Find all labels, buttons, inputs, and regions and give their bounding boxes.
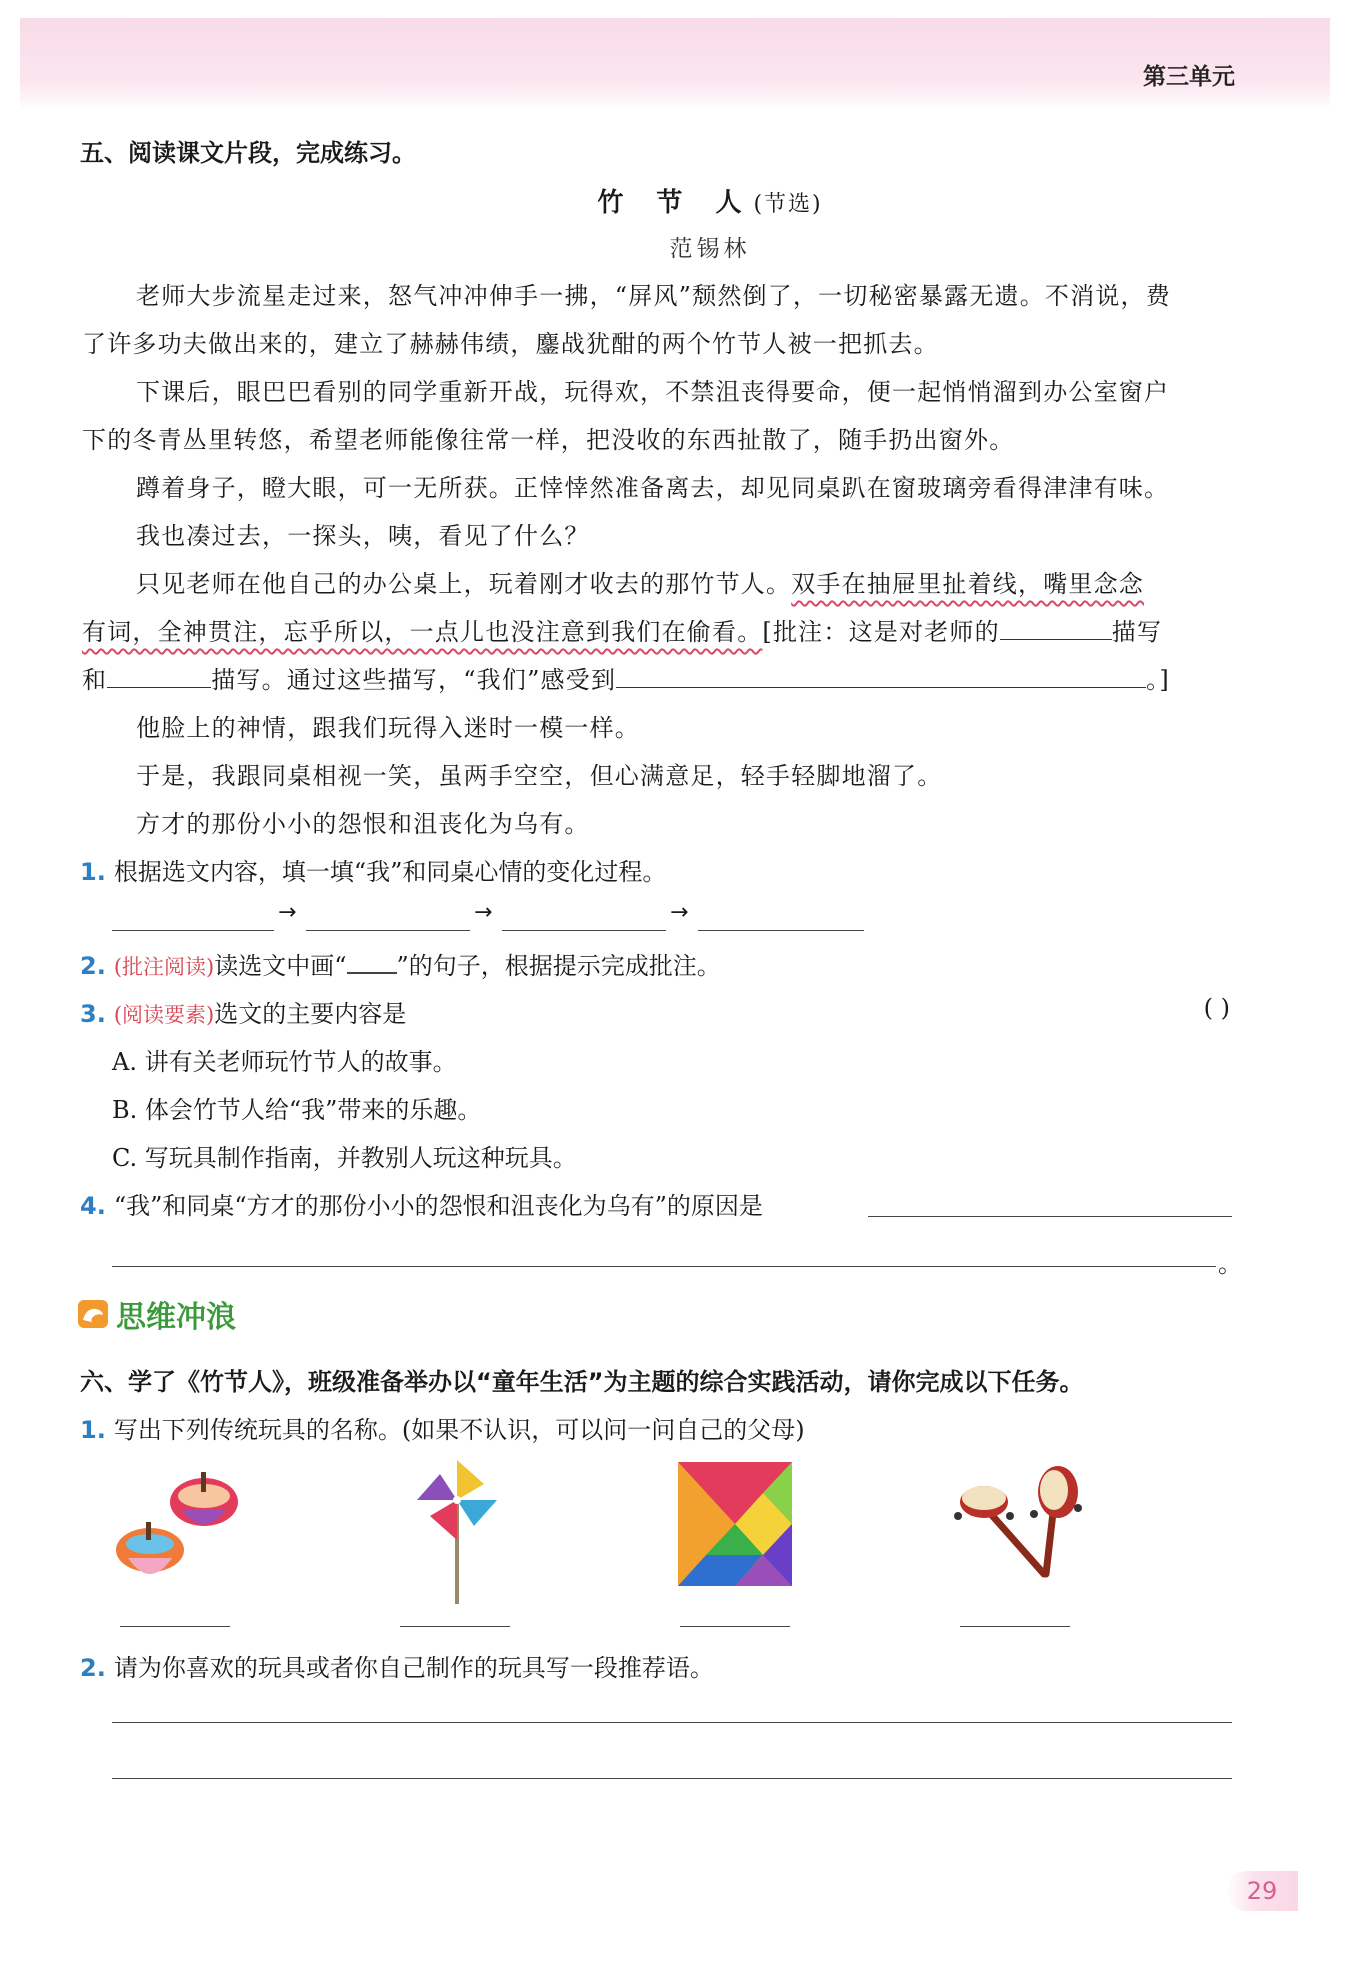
passage-line: 下课后，眼巴巴看别的同学重新开战，玩得欢，不禁沮丧得要命，便一起悄悄溜到办公室窗户 xyxy=(136,378,1170,406)
question-text: ”的句子，根据提示完成批注。 xyxy=(396,952,721,980)
toy-name-blank[interactable] xyxy=(960,1626,1070,1627)
passage-author: 范锡林 xyxy=(669,236,751,262)
toy-name-blank[interactable] xyxy=(680,1626,790,1627)
arrow-icon: → xyxy=(278,900,297,925)
question-number: 4. xyxy=(80,1192,106,1220)
pinwheel-image xyxy=(412,1456,502,1606)
thinking-title-text: 思维冲浪 xyxy=(116,1300,236,1335)
passage-title-text: 竹 节 人 xyxy=(597,188,754,218)
section6-question-2 xyxy=(80,1648,714,1683)
question-number: 2. xyxy=(80,1654,106,1682)
passage-line xyxy=(82,612,1162,647)
wavy-underlined-sentence: 双手在抽屉里扯着线，嘴里念念 xyxy=(791,570,1145,598)
question-text: “我”和同桌“方才的那份小小的怨恨和沮丧化为乌有”的原因是 xyxy=(113,1192,763,1220)
passage-title-note: (节选) xyxy=(753,192,823,217)
annotation-prompt: 。] xyxy=(1146,666,1170,694)
annotation-blank[interactable] xyxy=(1000,619,1112,640)
passage-title xyxy=(0,182,1350,219)
thinking-section-title xyxy=(78,1292,236,1336)
question-3 xyxy=(80,994,406,1029)
question-tag: (批注阅读) xyxy=(113,955,215,979)
passage-line: 他脸上的神情，跟我们玩得入迷时一模一样。 xyxy=(136,714,640,742)
annotation-blank[interactable] xyxy=(616,667,1146,688)
period-mark: 。 xyxy=(1218,1250,1242,1278)
unit-label: 第三单元 xyxy=(1143,64,1235,90)
answer-blank[interactable] xyxy=(698,930,864,931)
option-a[interactable]: A. 讲有关老师玩竹节人的故事。 xyxy=(112,1048,457,1076)
tangram-image xyxy=(678,1462,792,1586)
option-b[interactable]: B. 体会竹节人给“我”带来的乐趣。 xyxy=(112,1096,482,1124)
answer-blank[interactable] xyxy=(306,930,470,931)
passage-line: 蹲着身子，瞪大眼，可一无所获。正悻悻然准备离去，却见同桌趴在窗玻璃旁看得津津有味。 xyxy=(136,474,1170,502)
question-number: 1. xyxy=(80,858,106,886)
wave-icon xyxy=(78,1300,108,1328)
answer-parentheses[interactable]: ( ) xyxy=(1203,994,1230,1022)
underline-mark xyxy=(347,952,397,974)
wavy-underlined-sentence: 有词，全神贯注，忘乎所以，一点儿也没注意到我们在偷看。 xyxy=(82,618,763,646)
rattle-drum-image xyxy=(954,1464,1084,1584)
writing-line[interactable] xyxy=(112,1778,1232,1779)
annotation-blank[interactable] xyxy=(107,667,211,688)
writing-line[interactable] xyxy=(112,1722,1232,1723)
annotation-prompt: 描写。通过这些描写，“我们”感受到 xyxy=(211,666,617,694)
section5-heading: 五、阅读课文片段，完成练习。 xyxy=(80,139,416,167)
section6-heading: 六、学了《竹节人》，班级准备举办以“童年生活”为主题的综合实践活动，请你完成以下任务。 xyxy=(80,1368,1084,1396)
annotation-prompt: 和 xyxy=(82,666,108,694)
arrow-icon: → xyxy=(474,900,493,925)
question-number: 3. xyxy=(80,1000,106,1028)
passage-line xyxy=(136,564,1144,599)
question-1 xyxy=(80,852,666,887)
question-text: 写出下列传统玩具的名称。(如果不认识，可以问一问自己的父母) xyxy=(113,1416,805,1444)
option-c[interactable]: C. 写玩具制作指南，并教别人玩这种玩具。 xyxy=(112,1144,577,1172)
section6-question-1 xyxy=(80,1410,805,1445)
annotation-prompt: 描写 xyxy=(1111,618,1163,646)
annotation-prompt: [批注：这是对老师的 xyxy=(762,618,1000,646)
question-number: 1. xyxy=(80,1416,106,1444)
question-text: 请为你喜欢的玩具或者你自己制作的玩具写一段推荐语。 xyxy=(113,1654,714,1682)
passage-text: 只见老师在他自己的办公桌上，玩着刚才收去的那竹节人。 xyxy=(136,570,792,598)
answer-blank[interactable] xyxy=(112,930,274,931)
question-2 xyxy=(80,946,721,981)
passage-line: 老师大步流星走过来，怒气冲冲伸手一拂，“屏风”颓然倒了，一切秘密暴露无遗。不消说，费 xyxy=(136,282,1171,310)
passage-line: 我也凑过去，一探头，咦，看见了什么？ xyxy=(136,522,590,550)
answer-blank[interactable] xyxy=(502,930,666,931)
answer-blank[interactable] xyxy=(112,1266,1216,1267)
answer-blank[interactable] xyxy=(868,1216,1232,1217)
passage-line: 于是，我跟同桌相视一笑，虽两手空空，但心满意足，轻手轻脚地溜了。 xyxy=(136,762,943,790)
passage-line xyxy=(82,660,1170,695)
question-text: 读选文中画“ xyxy=(214,952,347,980)
question-text: 选文的主要内容是 xyxy=(214,1000,407,1028)
toy-name-blank[interactable] xyxy=(400,1626,510,1627)
toy-name-blank[interactable] xyxy=(120,1626,230,1627)
question-text: 根据选文内容，填一填“我”和同桌心情的变化过程。 xyxy=(113,858,667,886)
header-band xyxy=(20,18,1330,110)
page-number: 29 xyxy=(1226,1871,1298,1911)
arrow-icon: → xyxy=(670,900,689,925)
passage-line: 方才的那份小小的怨恨和沮丧化为乌有。 xyxy=(136,810,590,838)
question-4 xyxy=(80,1186,763,1221)
spinning-tops-image xyxy=(108,1466,248,1596)
passage-line: 了许多功夫做出来的，建立了赫赫伟绩，鏖战犹酣的两个竹节人被一把抓去。 xyxy=(82,330,939,358)
question-tag: (阅读要素) xyxy=(113,1003,215,1027)
question-number: 2. xyxy=(80,952,106,980)
passage-line: 下的冬青丛里转悠，希望老师能像往常一样，把没收的东西扯散了，随手扔出窗外。 xyxy=(82,426,1015,454)
